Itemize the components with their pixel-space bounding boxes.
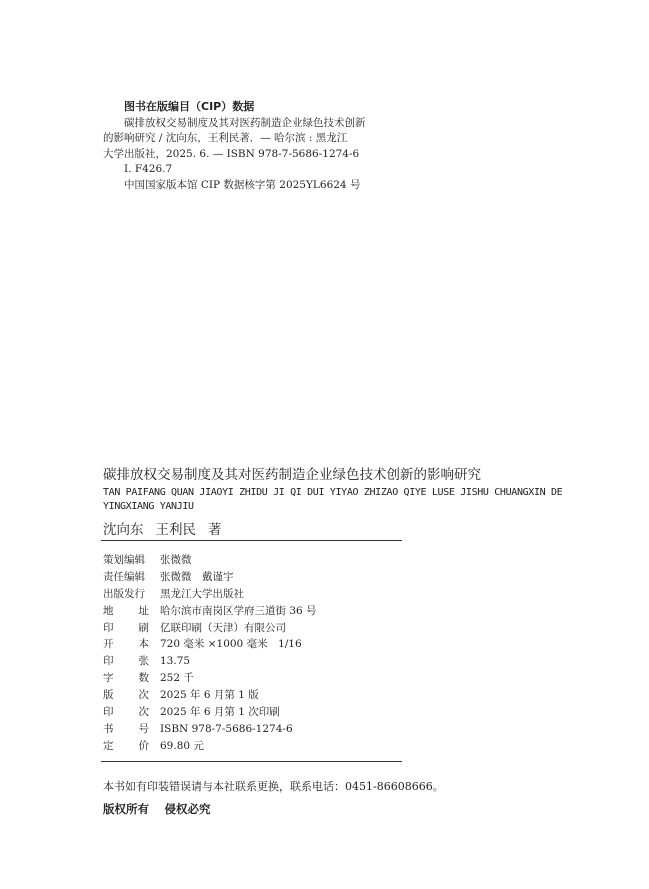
info-label: 定 价 (103, 739, 149, 752)
info-row (103, 721, 317, 738)
cip-heading: 图书在版编目（CIP）数据 (124, 100, 255, 113)
author-name: 沈向东 (103, 522, 144, 538)
info-value: 黑龙江大学出版社 (160, 587, 244, 600)
info-row (103, 704, 317, 721)
book-title-chinese: 碳排放权交易制度及其对医药制造企业绿色技术创新的影响研究 (103, 467, 481, 483)
info-row (103, 653, 317, 670)
cip-line: Ⅰ. F426.7 (124, 163, 173, 176)
reprint-notice: 本书如有印装错误请与本社联系更换，联系电话：0451-86608666。 (103, 780, 444, 793)
info-row (103, 738, 317, 755)
info-value: 720 毫米 ×1000 毫米 1/16 (160, 638, 302, 651)
info-label: 印 张 (103, 655, 149, 668)
info-row (103, 586, 317, 603)
info-row (103, 687, 317, 704)
info-value: 张微微 戴谨宇 (160, 570, 234, 583)
info-label: 策划编辑 (103, 554, 145, 566)
info-value: ISBN 978-7-5686-1274-6 (160, 722, 293, 735)
info-label: 书 号 (103, 722, 149, 735)
info-value: 2025 年 6 月第 1 次印刷 (160, 706, 280, 719)
info-row (103, 603, 317, 620)
info-label: 地 址 (103, 604, 149, 617)
info-label: 版 次 (103, 689, 149, 702)
info-value: 252 千 (160, 672, 194, 685)
cip-line: 中国国家版本馆 CIP 数据核字第 2025YL6624 号 (124, 178, 361, 191)
info-label: 字 数 (103, 672, 149, 685)
info-row (103, 569, 317, 586)
cip-line: 碳排放权交易制度及其对医药制造企业绿色技术创新 (124, 116, 366, 129)
info-row (103, 636, 317, 653)
book-title-block (103, 467, 563, 538)
author-name: 王利民 (155, 522, 196, 538)
info-label: 印 刷 (103, 621, 149, 634)
divider-bottom (101, 761, 402, 762)
copyright-notice: 版权所有 侵权必究 (103, 802, 211, 816)
info-row (103, 620, 317, 637)
publication-info-table (103, 552, 317, 755)
info-label: 责任编辑 (103, 570, 145, 583)
info-value: 2025 年 6 月第 1 版 (160, 689, 259, 702)
cip-line: 大学出版社，2025. 6. — ISBN 978-7-5686-1274-6 (103, 147, 360, 160)
info-label: 开 本 (103, 638, 149, 651)
info-value: 13.75 (160, 655, 191, 668)
authors-line (103, 518, 563, 538)
author-role: 著 (208, 522, 222, 538)
info-value: 69.80 元 (160, 739, 204, 752)
info-label: 印 次 (103, 706, 149, 719)
info-label: 出版发行 (103, 587, 145, 600)
divider-top (101, 540, 402, 541)
info-value: 哈尔滨市南岗区学府三道街 36 号 (160, 604, 317, 617)
info-row (103, 670, 317, 687)
info-value: 张微微 (160, 554, 192, 566)
cip-line: 的影响研究 / 沈向东，王利民著．— 哈尔滨 : 黑龙江 (103, 132, 348, 145)
info-row (103, 552, 317, 569)
cip-data-block (103, 99, 403, 194)
book-title-pinyin: TAN PAIFANG QUAN JIAOYI ZHIDU JI QI DUI YIYAO ZHIZAO QIYE LUSE JISHU CHUANGXIN DE YINGXIANG YANJIU (103, 487, 563, 512)
info-value: 亿联印刷（天津）有限公司 (160, 621, 286, 634)
